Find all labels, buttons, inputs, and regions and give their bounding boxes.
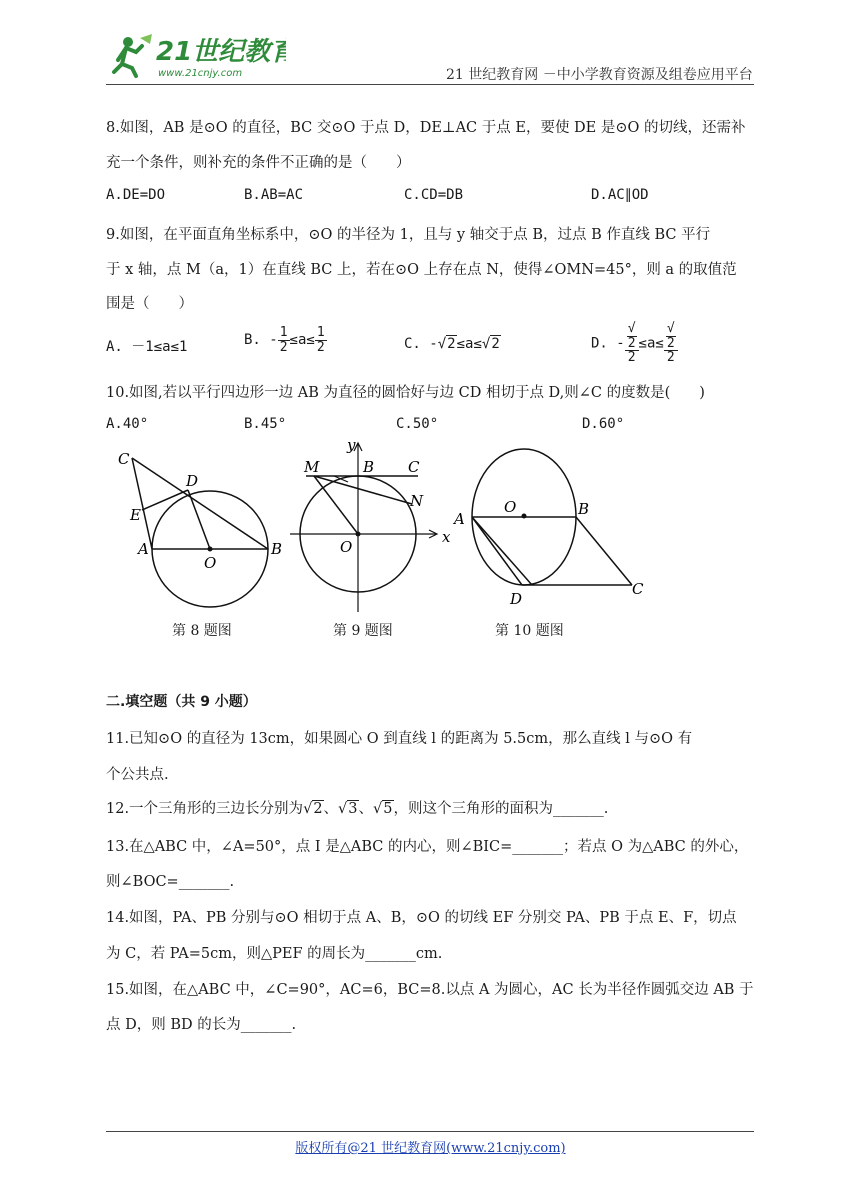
svg-text:O: O <box>204 554 217 572</box>
q10-line1: 10.如图,若以平行四边形一边 AB 为直径的圆恰好与边 CD 相切于点 D,则∠C 的度数是( ) <box>106 385 705 401</box>
footer-copyright-link[interactable]: 版权所有@21 世纪教育网(www.21cnjy.com) <box>295 1141 566 1156</box>
q14-line2: 为 C，若 PA=5cm，则△PEF 的周长为_______cm. <box>106 946 443 962</box>
q10-option-b: B.45° <box>244 416 287 432</box>
logo-url: www.21cnjy.com <box>158 68 243 79</box>
svg-text:y: y <box>347 436 356 454</box>
svg-text:C: C <box>632 580 644 598</box>
svg-text:D: D <box>186 472 199 490</box>
figure-10 <box>450 440 650 610</box>
svg-text:C: C <box>118 450 130 468</box>
runner-icon <box>114 34 152 76</box>
svg-text:A: A <box>454 510 465 528</box>
q10-option-a: A.40° <box>106 416 149 432</box>
footer-divider <box>106 1131 754 1132</box>
q9-line1: 9.如图，在平面直角坐标系中，⊙O 的半径为 1，且与 y 轴交于点 B，过点 B 作直线 BC 平行 <box>106 227 711 243</box>
header-divider <box>106 84 754 85</box>
q8-option-a: A.DE=DO <box>106 187 166 203</box>
section-title: 二.填空题（共 9 小题） <box>106 694 257 710</box>
svg-text:C: C <box>408 458 420 476</box>
svg-text:x: x <box>442 528 451 546</box>
q8-option-c: C.CD=DB <box>404 187 464 203</box>
q15-line2: 点 D，则 BD 的长为_______. <box>106 1017 297 1033</box>
svg-text:N: N <box>410 492 424 510</box>
logo-text: 21世纪教育 <box>156 37 286 67</box>
site-title: 21 世纪教育网 －中小学教育资源及组卷应用平台 <box>446 67 753 83</box>
svg-text:O: O <box>340 538 353 556</box>
q8-option-d: D.AC∥OD <box>591 187 649 203</box>
q12-line: 12.一个三角形的三边长分别为√2、√3、√5，则这个三角形的面积为_______. <box>106 801 609 817</box>
fig10-caption: 第 10 题图 <box>495 623 564 639</box>
q9-option-c: C. -√2≤a≤√2 <box>404 336 500 352</box>
q15-line1: 15.如图，在△ABC 中，∠C=90°，AC=6，BC=8.以点 A 为圆心，AC 长为半径作圆弧交边 AB 于 <box>106 982 754 998</box>
q9-line2: 于 x 轴，点 M（a，1）在直线 BC 上，若在⊙O 上存在点 N，使得∠OMN=45°，则 a 的取值范 <box>106 262 737 278</box>
fig9-caption: 第 9 题图 <box>333 623 393 639</box>
q8-line1: 8.如图，AB 是⊙O 的直径，BC 交⊙O 于点 D，DE⊥AC 于点 E，要使 DE 是⊙O 的切线，还需补 <box>106 120 746 136</box>
svg-text:B: B <box>578 500 590 518</box>
q8-line2: 充一个条件，则补充的条件不正确的是（ ） <box>106 155 411 171</box>
q13-line2: 则∠BOC=_______. <box>106 874 235 890</box>
svg-text:A: A <box>138 540 149 558</box>
svg-text:D: D <box>510 590 523 608</box>
q11-line1: 11.已知⊙O 的直径为 13cm，如果圆心 O 到直线 l 的距离为 5.5cm，那么直线 l 与⊙O 有 <box>106 731 693 747</box>
svg-text:O: O <box>504 498 517 516</box>
svg-text:M: M <box>304 458 320 476</box>
site-logo <box>106 30 286 82</box>
q14-line1: 14.如图，PA、PB 分别与⊙O 相切于点 A、B，⊙O 的切线 EF 分别交 PA、PB 于点 E、F，切点 <box>106 910 737 926</box>
q9-option-d: D. - √ 2 2 ≤a≤ √ 2 2 <box>591 322 678 365</box>
fig8-caption: 第 8 题图 <box>172 623 232 639</box>
q10-option-d: D.60° <box>582 416 625 432</box>
figure-9 <box>284 436 454 616</box>
figure-8 <box>110 446 290 616</box>
q9-option-b: B. - $\frac{1}{2}$ ≤a≤ $\frac{1}{2}$ <box>244 325 325 355</box>
q9-line3: 围是（ ） <box>106 296 193 312</box>
q10-option-c: C.50° <box>396 416 439 432</box>
q11-line2: 个公共点. <box>106 767 169 783</box>
q9-option-a: A. －1≤a≤1 <box>106 339 188 355</box>
q13-line1: 13.在△ABC 中，∠A=50°，点 I 是△ABC 的内心，则∠BIC=_______；若点 O 为△ABC 的外心， <box>106 839 749 855</box>
svg-text:B: B <box>363 458 375 476</box>
svg-text:E: E <box>130 506 141 524</box>
q8-option-b: B.AB=AC <box>244 187 304 203</box>
svg-text:B: B <box>271 540 283 558</box>
